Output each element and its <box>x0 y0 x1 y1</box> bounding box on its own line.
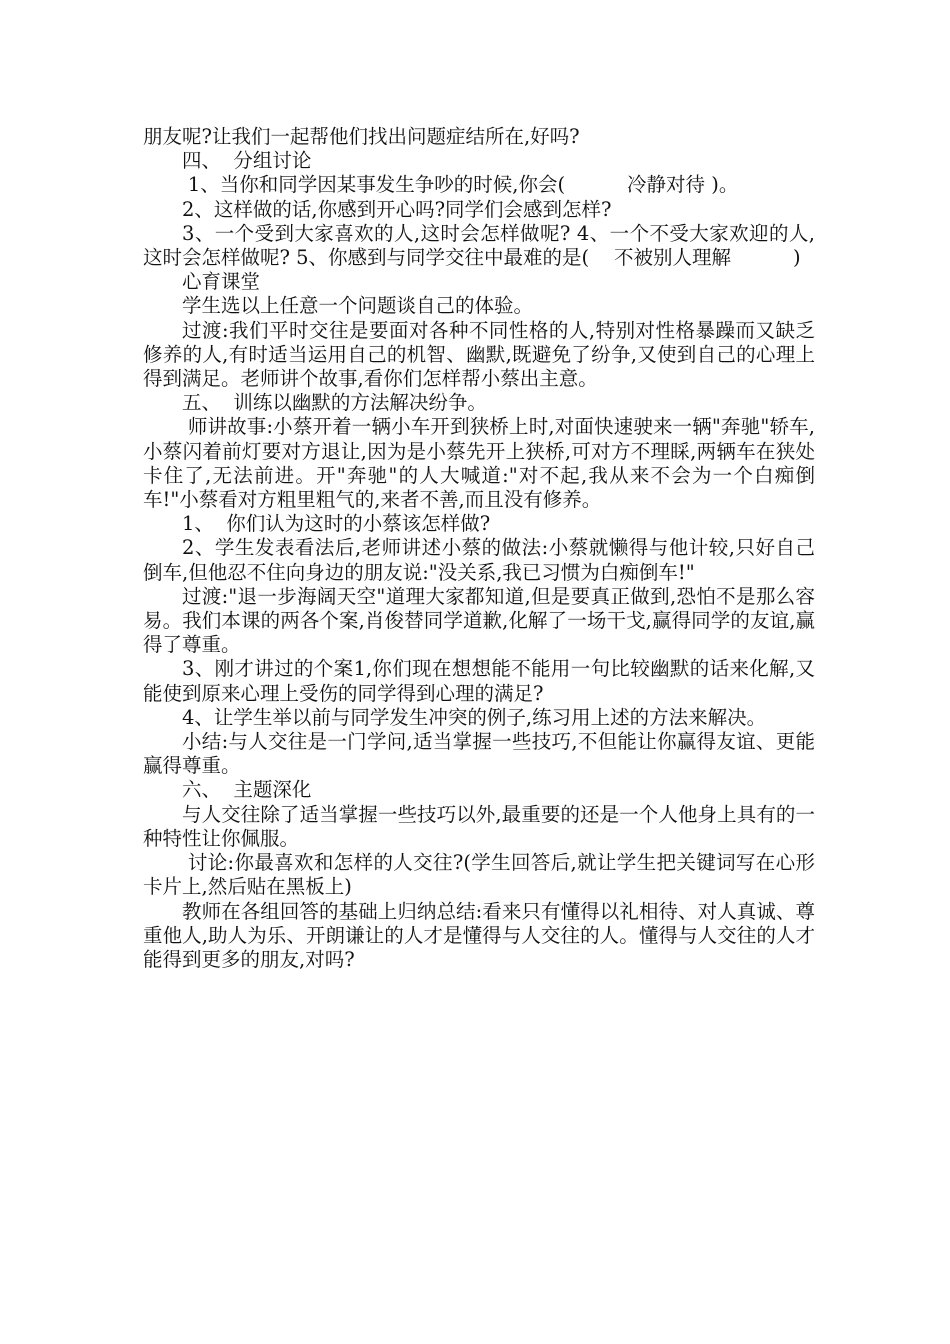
section-heading-deepen: 六、 主题深化 <box>182 778 312 802</box>
paragraph-deepen: 与人交往除了适当掌握一些技巧以外,最重要的还是一个人他身上具有的一种特性让你佩服。 <box>143 802 815 850</box>
story-question-3: 3、刚才讲过的个案1,你们现在想想能不能用一句比较幽默的话来化解,又能使到原来心理上受伤的同学得到心理的满足? <box>143 657 815 705</box>
document-body <box>143 125 815 972</box>
question-1: 1、当你和同学因某事发生争吵的时候,你会( 冷静对待 )。 <box>187 173 739 197</box>
story-question-1: 1、 你们认为这时的小蔡该怎样做? <box>182 512 491 536</box>
paragraph-conclusion: 教师在各组回答的基础上归纳总结:看来只有懂得以礼相待、对人真诚、尊重他人,助人为乐、开朗谦让的人才是懂得与人交往的人。懂得与人交往的人才能得到更多的朋友,对吗? <box>143 899 815 971</box>
question-2: 2、这样做的话,你感到开心吗?同学们会感到怎样? <box>182 197 612 221</box>
question-3-5: 3、一个受到大家喜欢的人,这时会怎样做呢? 4、一个不受大家欢迎的人,这时会怎样做呢? 5、你感到与同学交往中最难的是( 不被别人理解 ) <box>143 221 815 270</box>
section-heading-group-discussion: 四、 分组讨论 <box>182 149 312 173</box>
section-heading-humor: 五、 训练以幽默的方法解决纷争。 <box>182 391 487 415</box>
paragraph-intro-end: 朋友呢?让我们一起帮他们找出问题症结所在,好吗? <box>143 125 580 148</box>
paragraph-experience: 学生选以上任意一个问题谈自己的体验。 <box>182 294 534 318</box>
paragraph-summary: 小结:与人交往是一门学问,适当掌握一些技巧,不但能让你赢得友谊、更能赢得尊重。 <box>143 730 815 778</box>
paragraph-discussion: 讨论:你最喜欢和怎样的人交往?(学生回答后,就让学生把关键词写在心形卡片上,然后贴在黑板上) <box>143 851 815 899</box>
section-label-classroom: 心育课堂 <box>182 270 261 294</box>
story-question-2: 2、学生发表看法后,老师讲述小蔡的做法:小蔡就懒得与他计较,只好自己倒车,但他忍不住向身边的朋友说:"没关系,我已习惯为白痴倒车!" <box>143 536 815 584</box>
paragraph-story: 师讲故事:小蔡开着一辆小车开到狭桥上时,对面快速驶来一辆"奔驰"轿车,小蔡闪着前灯要对方退让,因为是小蔡先开上狭桥,可对方不理睬,两辆车在狭处卡住了,无法前进。开"奔驰"的人大喊道:"对不起,我从来不会为一个白痴倒车!"小蔡看对方粗里粗气的,来者不善,而且没有修养。 <box>143 415 815 512</box>
paragraph-transition-2: 过渡:"退一步海阔天空"道理大家都知道,但是要真正做到,恐怕不是那么容易。我们本课的两各个案,肖俊替同学道歉,化解了一场干戈,赢得同学的友谊,赢得了尊重。 <box>143 584 815 657</box>
story-question-4: 4、让学生举以前与同学发生冲突的例子,练习用上述的方法来解决。 <box>182 705 767 729</box>
paragraph-transition-1: 过渡:我们平时交往是要面对各种不同性格的人,特别对性格暴躁而又缺乏修养的人,有时适当运用自己的机智、幽默,既避免了纷争,又使到自己的心理上得到满足。老师讲个故事,看你们怎样帮小蔡出主意。 <box>143 318 815 391</box>
